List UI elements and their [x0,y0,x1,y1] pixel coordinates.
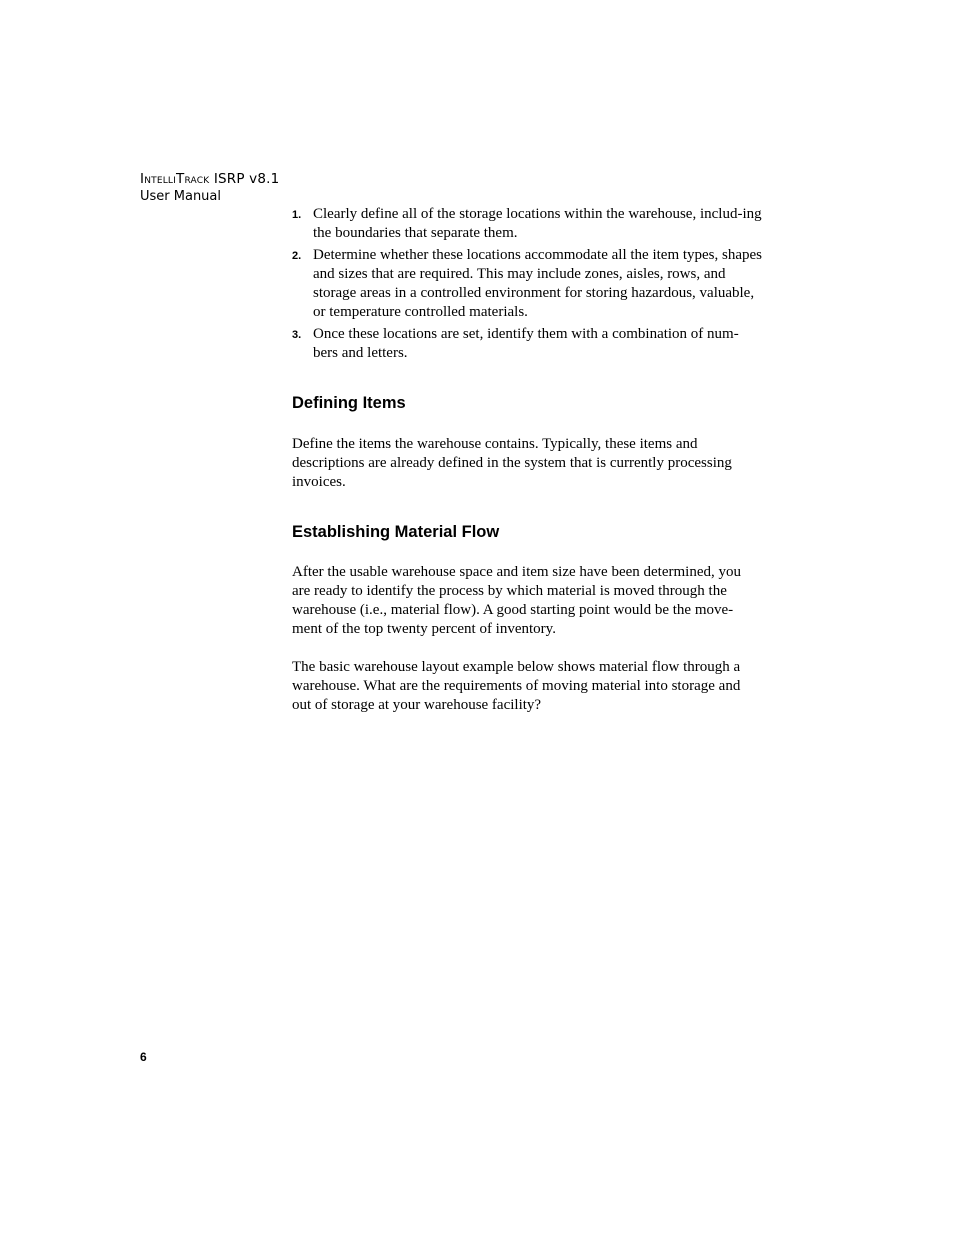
step-text: Once these locations are set, identify them with a combination of num-bers and letters. [313,326,739,361]
heading-material-flow: Establishing Material Flow [292,523,500,541]
step-number: 1. [292,209,302,221]
steps-list [292,205,762,363]
list-item [292,246,762,322]
running-header [140,170,279,205]
material-flow-paragraph-1: After the usable warehouse space and item size have been determined, you are ready to identify the process by which material is moved through the warehouse (i.e., material flow). A good starting point would be the move-ment of the top twenty percent of inventory. [292,564,741,637]
step-number: 2. [292,250,302,262]
product-title: IntelliTrack ISRP v8.1 [140,171,280,187]
material-flow-paragraph-2: The basic warehouse layout example below shows material flow through a warehouse. What are the requirements of moving material into storage and out of storage at your warehouse facility? [292,659,741,713]
page-number: 6 [140,1050,147,1064]
heading-defining-items: Defining Items [292,394,406,412]
page-content [292,205,762,715]
list-item [292,205,762,243]
defining-items-paragraph: Define the items the warehouse contains. Typically, these items and descriptions are already defined in the system that is currently processing invoices. [292,436,732,490]
step-number: 3. [292,329,302,341]
step-text: Determine whether these locations accommodate all the item types, shapes and sizes that are required. This may include zones, aisles, rows, and storage areas in a controlled environment for storing hazardous, valuable, or temperature controlled materials. [313,247,763,320]
step-text: Clearly define all of the storage locations within the warehouse, includ-ing the boundaries that separate them. [313,206,762,241]
manual-subtitle: User Manual [140,189,222,204]
list-item [292,325,762,363]
